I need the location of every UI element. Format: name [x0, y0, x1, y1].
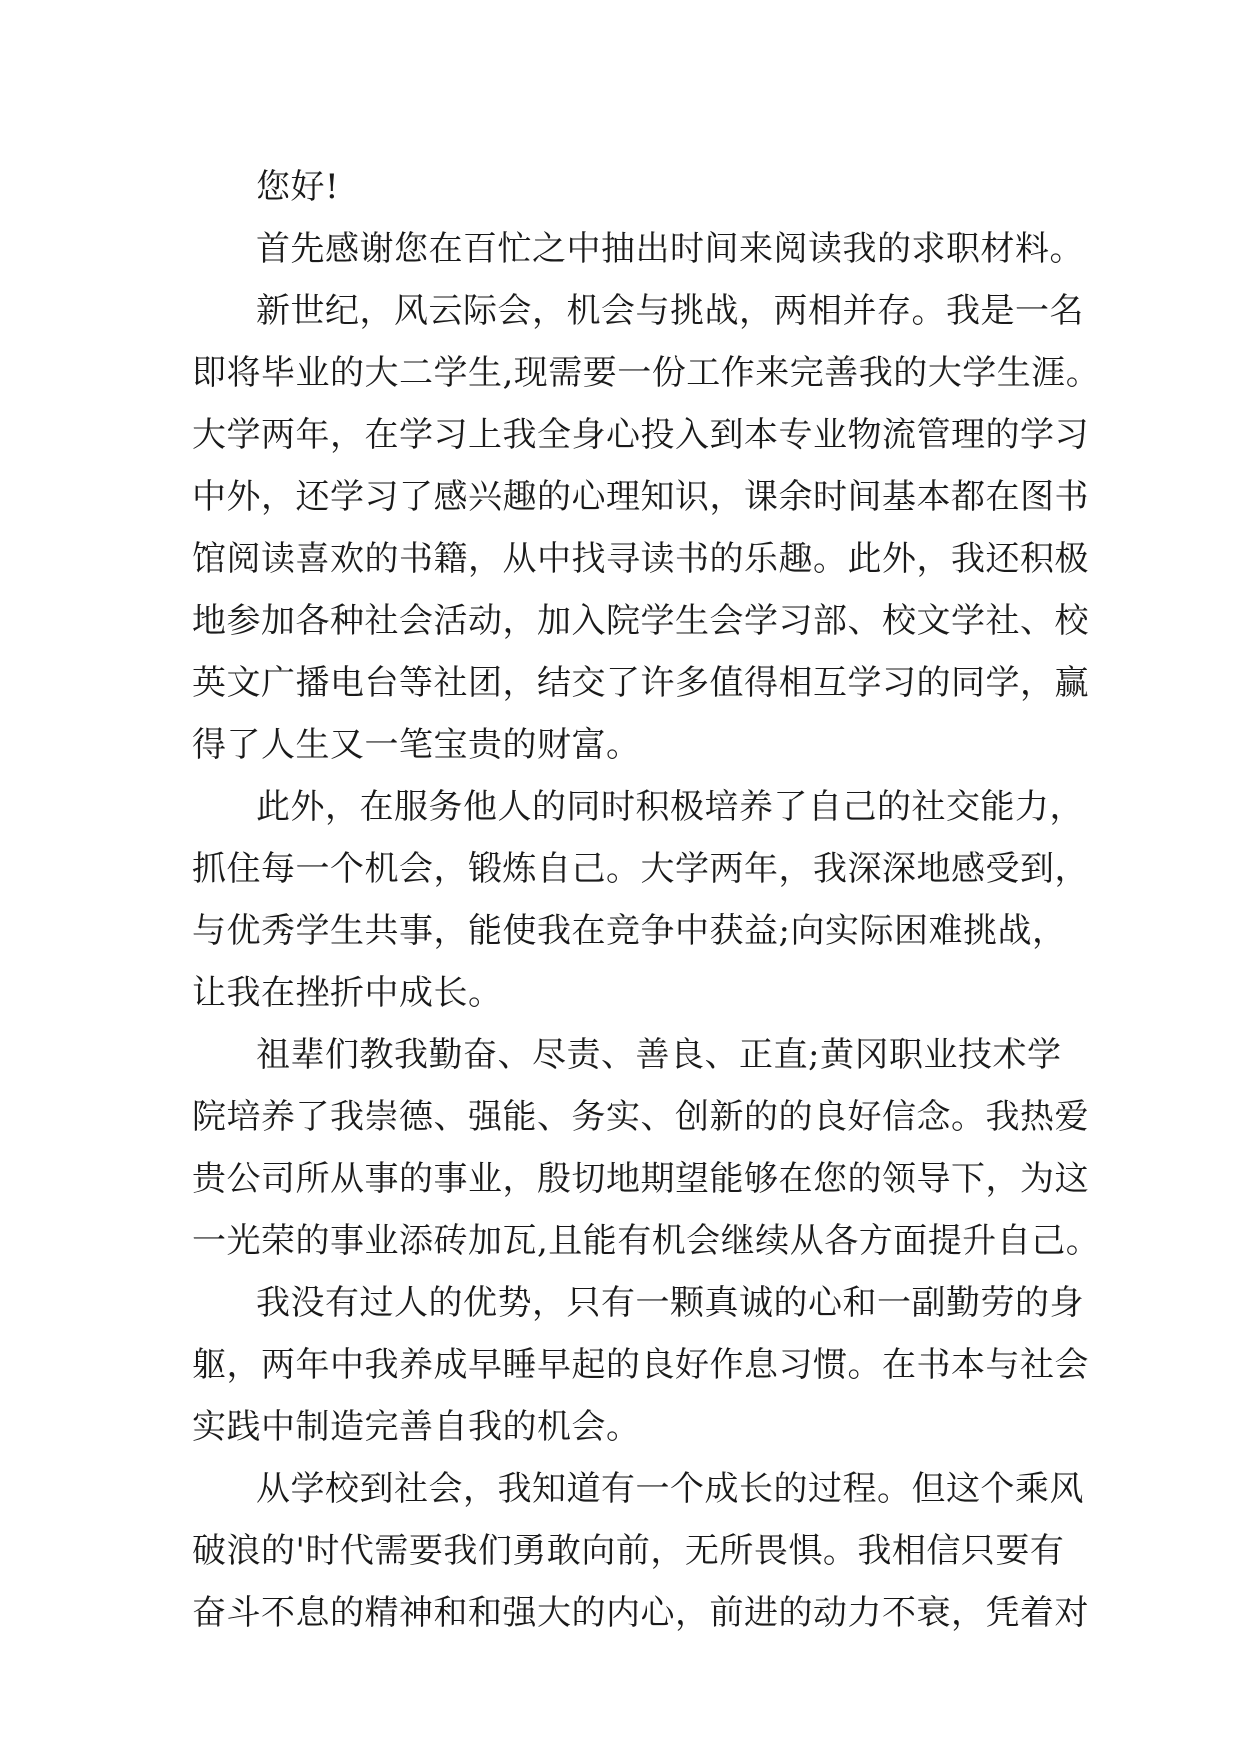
paragraph-line: 即将毕业的大二学生,现需要一份工作来完善我的大学生涯。 [192, 353, 1101, 393]
paragraph-line: 新世纪，风云际会，机会与挑战，两相并存。我是一名 [256, 291, 1084, 331]
paragraph-line: 祖辈们教我勤奋、尽责、善良、正直;黄冈职业技术学 [256, 1035, 1062, 1075]
paragraph-line: 一光荣的事业添砖加瓦,且能有机会继续从各方面提升自己。 [192, 1221, 1101, 1261]
paragraph-line: 实践中制造完善自我的机会。 [192, 1407, 641, 1447]
paragraph-line: 从学校到社会，我知道有一个成长的过程。但这个乘风 [256, 1469, 1084, 1509]
paragraph-line: 奋斗不息的精神和和强大的内心，前进的动力不衰，凭着对 [192, 1593, 1089, 1633]
greeting-line: 您好! [256, 167, 340, 207]
paragraph-line: 此外，在服务他人的同时积极培养了自己的社交能力， [256, 787, 1084, 827]
paragraph-line: 贵公司所从事的事业，殷切地期望能够在您的领导下，为这 [192, 1159, 1089, 1199]
paragraph-line: 馆阅读喜欢的书籍，从中找寻读书的乐趣。此外，我还积极 [192, 539, 1089, 579]
paragraph-line: 中外，还学习了感兴趣的心理知识，课余时间基本都在图书 [192, 477, 1089, 517]
paragraph-line: 地参加各种社会活动，加入院学生会学习部、校文学社、校 [192, 601, 1089, 641]
paragraph-line: 让我在挫折中成长。 [192, 973, 503, 1013]
paragraph-line: 我没有过人的优势，只有一颗真诚的心和一副勤劳的身 [256, 1283, 1084, 1323]
paragraph-line: 躯，两年中我养成早睡早起的良好作息习惯。在书本与社会 [192, 1345, 1089, 1385]
paragraph-line: 院培养了我崇德、强能、务实、创新的的良好信念。我热爱 [192, 1097, 1089, 1137]
paragraph-line: 首先感谢您在百忙之中抽出时间来阅读我的求职材料。 [256, 229, 1084, 269]
paragraph-line: 英文广播电台等社团，结交了许多值得相互学习的同学，赢 [192, 663, 1089, 703]
paragraph-line: 得了人生又一笔宝贵的财富。 [192, 725, 641, 765]
paragraph-line: 与优秀学生共事，能使我在竞争中获益;向实际困难挑战， [192, 911, 1067, 951]
paragraph-line: 大学两年，在学习上我全身心投入到本专业物流管理的学习 [192, 415, 1089, 455]
paragraph-line: 破浪的'时代需要我们勇敢向前，无所畏惧。我相信只要有 [192, 1531, 1065, 1571]
paragraph-line: 抓住每一个机会，锻炼自己。大学两年，我深深地感受到， [192, 849, 1089, 889]
